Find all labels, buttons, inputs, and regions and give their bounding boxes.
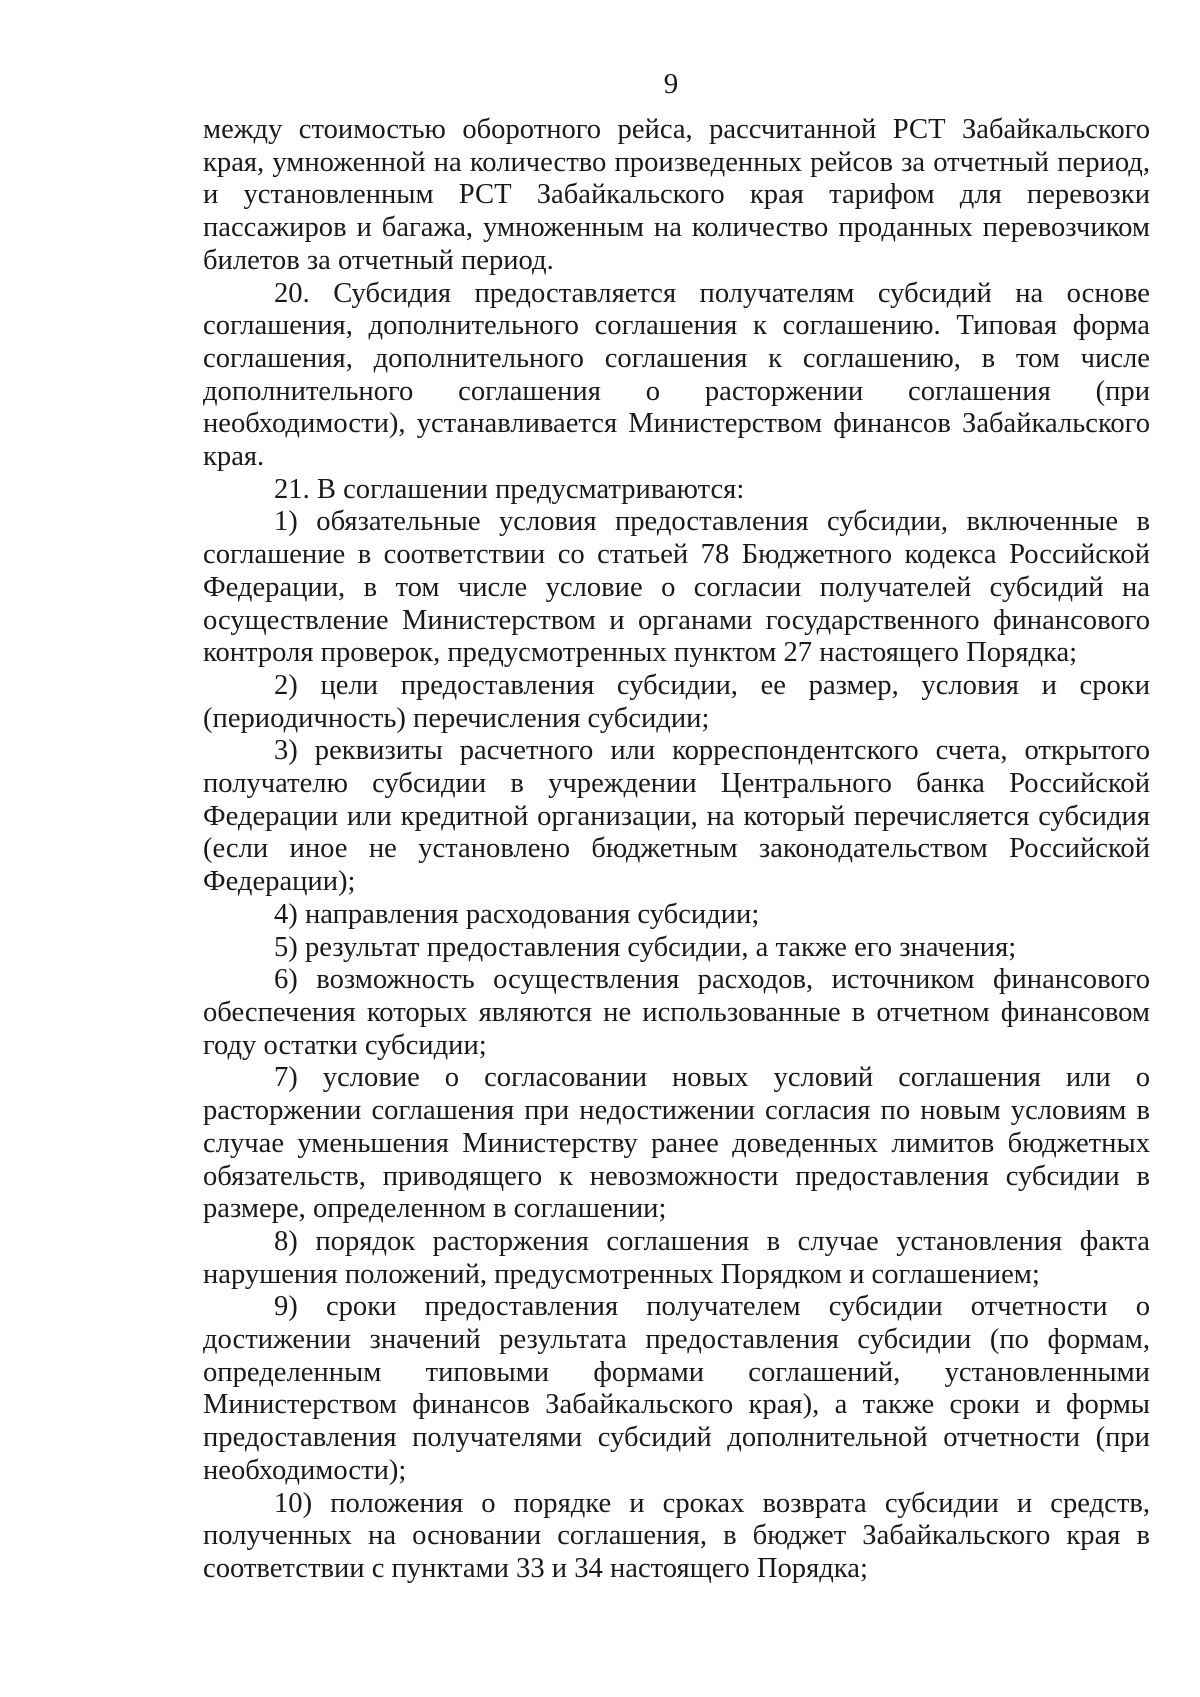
list-item-4: 4) направления расходования субсидии;: [274, 898, 760, 930]
list-item-3: 3) реквизиты расчетного или корреспондентского счета, открытого получателю субсидии в учреждении Центрального банка Российской Федерации или кредитной организации, на который перечисляется субсидия (если иное не установлено бюджетным законодательством Российской Федерации);: [203, 735, 1150, 898]
paragraph-continuation: между стоимостью оборотного рейса, рассчитанной РСТ Забайкальского края, умноженной на количество произведенных рейсов за отчетный период, и установленным РСТ Забайкальского края тарифом для перевозки пассажиров и багажа, умноженным на количество проданных перевозчиком билетов за отчетный период.: [203, 114, 1150, 276]
list-item-6: 6) возможность осуществления расходов, источником финансового обеспечения которых являются не использованные в отчетном финансовом году остатки субсидии;: [203, 964, 1150, 1061]
paragraph-item-21: 21. В соглашении предусматриваются:: [274, 473, 745, 505]
list-item-2: 2) цели предоставления субсидии, ее размер, условия и сроки (периодичность) перечисления субсидии;: [203, 669, 1150, 734]
list-item-5: 5) результат предоставления субсидии, а также его значения;: [274, 931, 1017, 963]
list-item-8: 8) порядок расторжения соглашения в случае установления факта нарушения положений, предусмотренных Порядком и соглашением;: [203, 1225, 1150, 1290]
list-item-7: 7) условие о согласовании новых условий соглашения или о расторжении соглашения при недостижении согласия по новым условиям в случае уменьшения Министерству ранее доведенных лимитов бюджетных обязательств, приводящего к невозможности предоставления субсидии в размере, определенном в соглашении;: [203, 1062, 1150, 1225]
paragraph-item-20: 20. Субсидия предоставляется получателям субсидий на основе соглашения, дополнительного соглашения к соглашению. Типовая форма соглашения, дополнительного соглашения к соглашению, в том числе дополнительного соглашения о расторжении соглашения (при необходимости), устанавливается Министерством финансов Забайкальского края.: [203, 277, 1150, 473]
list-item-9: 9) сроки предоставления получателем субсидии отчетности о достижении значений результата предоставления субсидии (по формам, определенным типовыми формами соглашений, установленными Министерством финансов Забайкальского края), а также сроки и формы предоставления получателями субсидий дополнительной отчетности (при необходимости);: [203, 1291, 1150, 1486]
document-body: [203, 114, 1150, 1586]
list-item-10: 10) положения о порядке и сроках возврата субсидии и средств, полученных на основании соглашения, в бюджет Забайкальского края в соответствии с пунктами 33 и 34 настоящего Порядка;: [203, 1487, 1150, 1584]
list-item-1: 1) обязательные условия предоставления субсидии, включенные в соглашение в соответствии со статьей 78 Бюджетного кодекса Российской Федерации, в том числе условие о согласии получателей субсидий на осуществление Министерством и органами государственного финансового контроля проверок, предусмотренных пунктом 27 настоящего Порядка;: [203, 506, 1150, 669]
page-number: 9: [663, 68, 679, 100]
